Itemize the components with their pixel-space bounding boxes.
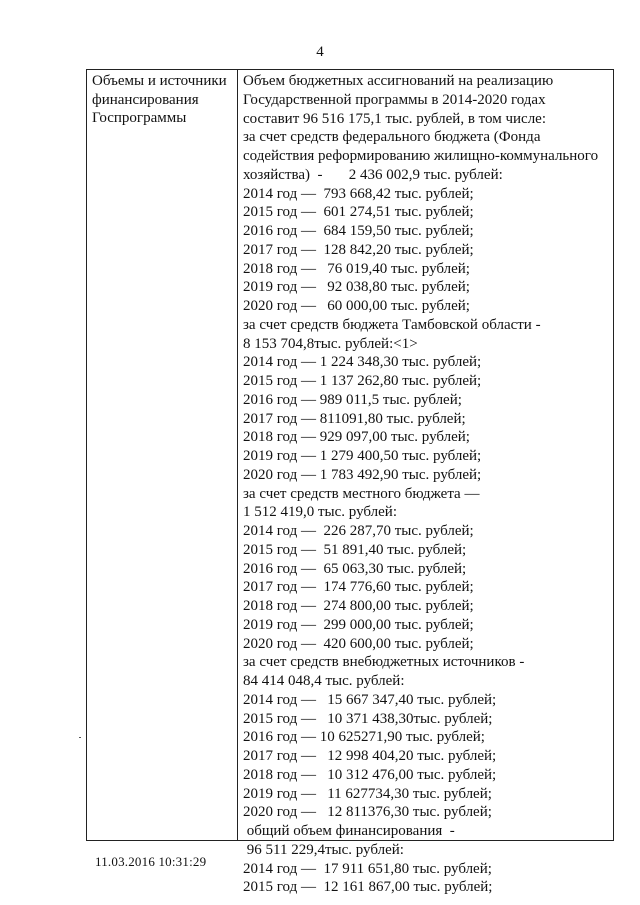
text-line: 96 511 229,4тыс. рублей: [243, 841, 404, 858]
text-line: 2017 год — 811091,80 тыс. рублей; [243, 410, 466, 427]
text-line: 2014 год — 226 287,70 тыс. рублей; [243, 523, 474, 539]
text-line: 8 153 704,8тыс. рублей:<1> [243, 335, 418, 352]
text-line: 2020 год — 12 811376,30 тыс. рублей; [243, 804, 492, 821]
text-line: 2017 год — 12 998 404,20 тыс. рублей; [243, 748, 497, 764]
text-line: общий объем финансирования - [243, 823, 455, 839]
text-line: 2019 год — 1 279 400,50 тыс. рублей; [243, 448, 482, 464]
label-line: Госпрограммы [92, 110, 187, 126]
text-line: Государственной программы в 2014-2020 годах [243, 91, 546, 108]
text-line: 2018 год — 929 097,00 тыс. рублей; [243, 429, 470, 446]
footer-timestamp: 11.03.2016 10:31:29 [95, 854, 207, 869]
text-line: 2016 год — 684 159,50 тыс. рублей; [243, 223, 474, 239]
text-line: 2017 год — 128 842,20 тыс. рублей; [243, 241, 474, 258]
page-number: 4 [316, 44, 324, 60]
text-line: за счет средств федерального бюджета (Фонда [243, 129, 541, 146]
text-line: 2020 год — 60 000,00 тыс. рублей; [243, 298, 470, 314]
text-line: 2015 год — 51 891,40 тыс. рублей; [243, 541, 467, 558]
text-line: содействия реформированию жилищно-коммунального [243, 148, 599, 164]
text-line: 2019 год — 11 627734,30 тыс. рублей; [243, 785, 492, 802]
text-line: 2015 год — 1 137 262,80 тыс. рублей; [243, 373, 482, 389]
table-row-label-cell [92, 72, 234, 128]
text-line: 2018 год — 76 019,40 тыс. рублей; [243, 260, 470, 277]
margin-mark [79, 737, 81, 738]
text-line: 2014 год — 793 668,42 тыс. рублей; [243, 185, 474, 202]
text-line: 84 414 048,4 тыс. рублей: [243, 673, 405, 689]
text-line: 2018 год — 10 312 476,00 тыс. рублей; [243, 766, 497, 783]
text-line: 2016 год — 65 063,30 тыс. рублей; [243, 560, 467, 577]
table-row-value-cell [243, 72, 613, 897]
text-line: 2019 год — 299 000,00 тыс. рублей; [243, 616, 474, 633]
text-line: 2015 год — 12 161 867,00 тыс. рублей; [243, 879, 493, 896]
text-line: хозяйства) - 2 436 002,9 тыс. рублей: [243, 166, 503, 183]
text-line: 2016 год — 10 625271,90 тыс. рублей; [243, 729, 485, 746]
text-line: 2016 год — 989 011,5 тыс. рублей; [243, 391, 462, 408]
text-line: 2019 год — 92 038,80 тыс. рублей; [243, 279, 470, 296]
text-line: за счет средств бюджета Тамбовской области - [243, 316, 541, 333]
text-line: 2014 год — 1 224 348,30 тыс. рублей; [243, 354, 482, 371]
text-line: 2014 год — 17 911 651,80 тыс. рублей; [243, 860, 492, 877]
text-line: за счет средств внебюджетных источников - [243, 654, 525, 671]
text-line: 2017 год — 174 776,60 тыс. рублей; [243, 579, 474, 596]
text-line: 2015 год — 10 371 438,30тыс. рублей; [243, 710, 493, 727]
text-line: 2014 год — 15 667 347,40 тыс. рублей; [243, 691, 497, 708]
text-line: 2015 год — 601 274,51 тыс. рублей; [243, 204, 474, 221]
text-line: за счет средств местного бюджета — [243, 485, 480, 502]
text-line: 2020 год — 1 783 492,90 тыс. рублей; [243, 466, 482, 483]
text-line: 2018 год — 274 800,00 тыс. рублей; [243, 598, 474, 614]
label-line: Объемы и источники [92, 73, 227, 89]
column-divider [237, 70, 238, 840]
text-line: 2020 год — 420 600,00 тыс. рублей; [243, 635, 474, 652]
label-line: финансирования [92, 91, 199, 108]
text-line: составит 96 516 175,1 тыс. рублей, в том числе: [243, 110, 547, 127]
text-line: 1 512 419,0 тыс. рублей: [243, 504, 397, 521]
text-line: Объем бюджетных ассигнований на реализацию [243, 73, 554, 89]
